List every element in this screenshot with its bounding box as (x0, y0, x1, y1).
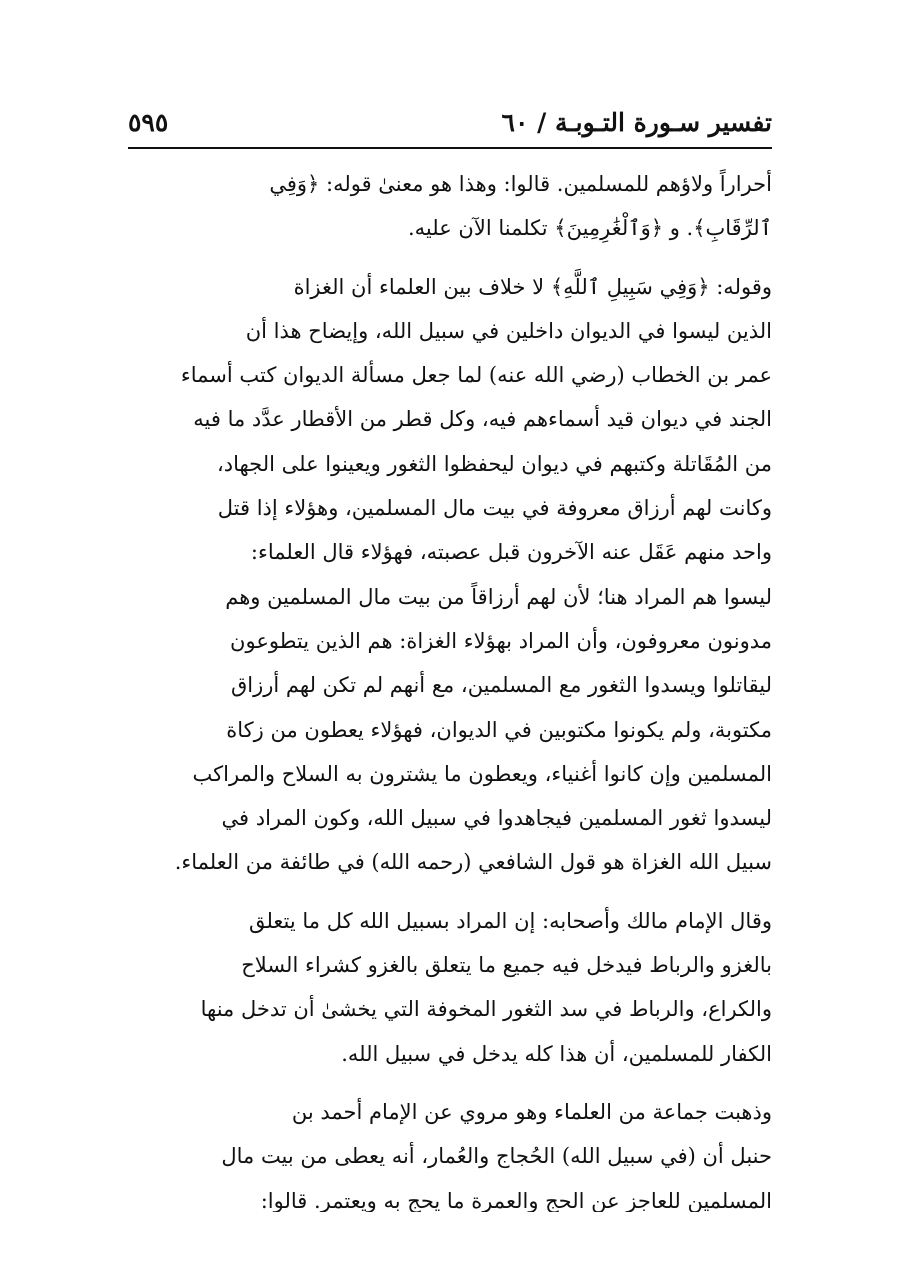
paragraph-3: وقال الإمام مالك وأصحابه: إن المراد بسبيل الله كل ما يتعلق بالغزو والرباط فيدخل فيه جميع ما يتعلق بالغزو كشراء السلاح والكراع، والرباط في سد الثغور المخوفة التي يخشىٰ أن تدخل منها الكفار للمسلمين، أن هذا كله يدخل في سبيل الله. (200, 908, 772, 1066)
body-text (128, 162, 772, 1212)
header-title: تفسير سـورة التـوبـة / ٦٠ (501, 108, 772, 137)
header-rule (128, 147, 772, 149)
paragraph-2: وقوله: ﴿وَفِي سَبِيلِ ٱللَّهِ﴾ لا خلاف بين العلماء أن الغزاة الذين ليسوا في الديوان داخلين في سبيل الله، وإيضاح هذا أن عمر بن الخطاب (رضي الله عنه) لما جعل مسألة الديوان كتب أسماء الجند في ديوان قيد أسماءهم فيه، وكل قطر من الأقطار عدَّد ما فيه من المُقَاتلة وكتبهم في ديوان ليحفظوا الثغور ويعينوا على الجهاد، وكانت لهم أرزاق معروفة في بيت مال المسلمين، وهؤلاء إذا قتل واحد منهم عَقَل عنه الآخرون قبل عصبته، فهؤلاء قال العلماء: ليسوا هم المراد هنا؛ لأن لهم أرزاقاً من بيت مال المسلمين وهم مدونون معروفون، وأن المراد بهؤلاء الغزاة: هم الذين يتطوعون ليقاتلوا ويسدوا الثغور مع المسلمين، مع أنهم لم تكن لهم أرزاق مكتوبة، ولم يكونوا مكتوبين في الديوان، فهؤلاء يعطون من زكاة المسلمين وإن كانوا أغنياء، ويعطون ما يشترون به السلاح والمراكب ليسدوا ثغور المسلمين فيجاهدوا في سبيل الله، وكون المراد في سبيل الله الغزاة هو قول الشافعي (رحمه الله) في طائفة من العلماء. (174, 274, 772, 875)
page-number: ٥٩٥ (128, 108, 169, 137)
running-header (128, 108, 772, 148)
paragraph-1: أحراراً ولاؤهم للمسلمين. قالوا: وهذا هو معنىٰ قوله: ﴿وَفِي ٱلرِّقَابِ﴾. و ﴿وَٱلْغَٰرِمِينَ﴾ تكلمنا الآن عليه. (269, 172, 772, 241)
paragraph-4: وذهبت جماعة من العلماء وهو مروي عن الإمام أحمد بن حنبل أن (في سبيل الله) الحُجاج والعُمار، أنه يعطى من بيت مال المسلمين للعاجز عن الحج والعمرة ما يحج به ويعتمر. قالوا: (221, 1099, 772, 1212)
